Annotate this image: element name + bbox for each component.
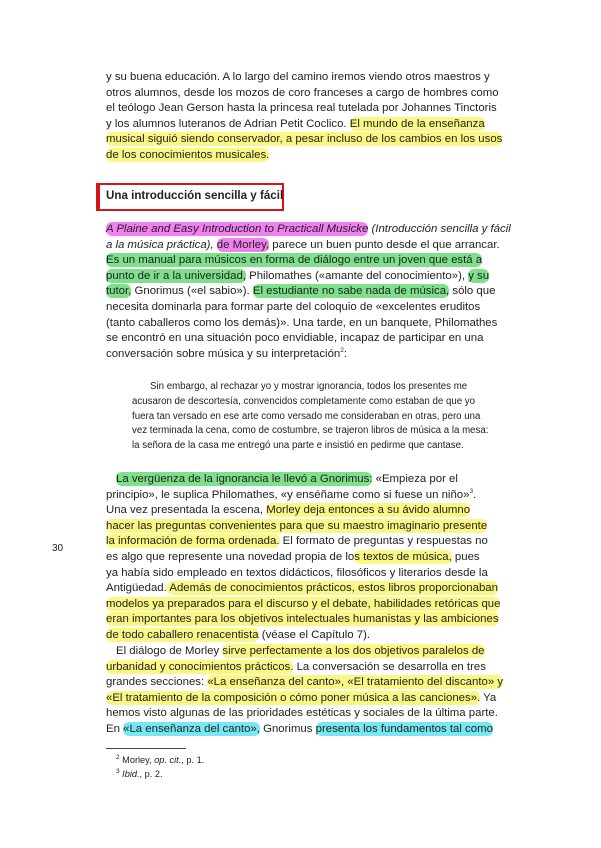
highlight-yellow: urbanidad y conocimientos prácticos. [106, 660, 294, 673]
footnotes [116, 753, 204, 781]
text-line: la información de forma ordenada. El formato de preguntas y respuestas no [106, 535, 488, 548]
paragraph-1 [106, 222, 536, 362]
highlight-yellow: de todo caballero renacentista [106, 628, 259, 641]
text-line: y los alumnos luteranos de Adrian Petit Coclico. El mundo de la enseñanza [106, 117, 485, 130]
highlight-yellow: musical siguió siendo conservador, a pesar incluso de los cambios en los usos [106, 133, 503, 146]
highlight-green: La vergüenza de la ignorancia le llevó a Gnorimus: [116, 473, 373, 485]
highlight-green: Es un manual para músicos en forma de diálogo entre un joven que está a [106, 254, 483, 267]
paragraph-2 [106, 472, 536, 644]
text-line: A Plaine and Easy Introduction to Practicall Musicke (Introducción sencilla y fácil [106, 223, 511, 235]
text-line [106, 612, 536, 628]
text-line: tutor, Gnorimus («el sabio»). El estudiante no sabe nada de música, sólo que [106, 285, 496, 298]
text-line: El diálogo de Morley sirve perfectamente a los dos objetivos paralelos de [116, 645, 485, 657]
text-line: es algo que represente una novedad propia de los textos de música, pues [106, 550, 480, 563]
highlight-yellow: eran importantes para los objetivos intelectuales humanistas y las ambiciones [106, 613, 499, 626]
highlight-yellow: s textos de música, [354, 550, 452, 563]
quote-line: la señora de la casa me entregó una parte e insistió en pedirme que cantase. [132, 440, 464, 452]
text-line [106, 253, 536, 269]
highlight-yellow: El mundo de la enseñanza [349, 117, 485, 130]
highlight-green: punto de ir a la universidad, [106, 269, 246, 282]
text-line: otros alumnos, desde los mozos de coro franceses a cargo de hombres como [106, 86, 499, 99]
highlight-yellow: hacer las preguntas convenientes para que su maestro imaginario presente [106, 519, 488, 532]
highlight-yellow: Además de conocimientos prácticos, estos libros proporcionaban [166, 582, 498, 595]
text-line: principio», le suplica Philomathes, «y enséñame como si fuese un niño»$^3$. [106, 487, 477, 501]
text-line: se encontró en una situación poco envidiable, incapaz de participar en una [106, 332, 484, 345]
quote-line: fuera tan versado en ese arte como versado me consideraban en otras, pero una [132, 410, 481, 422]
text-line: ya había sido empleado en textos didácticos, filosóficos y literarios desde la [106, 566, 488, 579]
footnote-ref: 2 [340, 346, 344, 354]
text-line: Antigüedad. Además de conocimientos prácticos, estos libros proporcionaban [106, 582, 498, 595]
highlight-yellow: «El tratamiento de la composición o cómo poner música a las canciones». [106, 691, 481, 704]
intro-paragraph [106, 70, 536, 164]
quote-line: Sin embargo, al rechazar yo y mostrar ignorancia, todos los presentes me [150, 381, 468, 392]
highlight-pink: A Plaine and Easy Introduction to Practicall Musicke [106, 223, 369, 235]
text-line: necesita dominarla para formar parte del coloquio de «excelentes eruditos [106, 300, 481, 313]
highlight-green: y su [468, 269, 490, 282]
section-heading: Una introducción sencilla y fácil [106, 189, 284, 202]
paragraph-3 [106, 644, 536, 738]
text-line: En «La enseñanza del canto», Gnorimus presenta los fundamentos tal como [106, 722, 493, 735]
highlight-cyan: «La enseñanza del canto», [123, 722, 260, 735]
text-line: «El tratamiento de la composición o cómo poner música a las canciones». Ya [106, 691, 497, 704]
footnote-ref: 3 [469, 487, 474, 495]
text-line: (tanto caballeros como los demás)». Una tarde, en un banquete, Philomathes [106, 316, 498, 329]
text-line [106, 148, 536, 164]
highlight-green: tutor, [106, 285, 132, 298]
text-line [106, 519, 536, 535]
footnote: $^2$ Morley, op. cit., p. 1. [116, 753, 205, 765]
quote-line: vez terminada la cena, como de costumbre, se trajeron libros de música a la mesa: [132, 425, 489, 437]
text-line [106, 597, 536, 613]
highlight-yellow: sirve perfectamente a los dos objetivos paralelos de [222, 645, 485, 657]
highlight-pink: de Morley, [216, 238, 270, 251]
highlight-yellow: Morley deja entonces a su ávido alumno [266, 504, 471, 517]
text-line: hemos visto algunas de las prioridades estéticas y sociales de la última parte. [106, 707, 498, 720]
text-line [106, 132, 536, 148]
quote-line: acusaron de descortesía, convencidos completamente como estaban de que yo [132, 395, 476, 407]
text-line: de todo caballero renacentista (véase el Capítulo 7). [106, 628, 371, 641]
page-number: 30 [52, 543, 64, 554]
text-line: grandes secciones: «La enseñanza del canto», «El tratamiento del discanto» y [106, 676, 504, 689]
highlight-yellow: la información de forma ordenada. [106, 535, 280, 548]
footnote: $^3$ Ibid., p. 2. [116, 767, 163, 779]
text-line: La vergüenza de la ignorancia le llevó a Gnorimus: «Empieza por el [116, 473, 458, 485]
highlight-cyan: presenta los fundamentos tal como [315, 722, 493, 735]
text-line: Una vez presentada la escena, Morley deja entonces a su ávido alumno [106, 504, 471, 517]
footnote-divider [106, 748, 186, 749]
text-line: conversación sobre música y su interpretación$^2$: [106, 346, 348, 360]
text-line: y su buena educación. A lo largo del camino iremos viendo otros maestros y [106, 71, 490, 83]
highlight-green: El estudiante no sabe nada de música, [252, 285, 450, 298]
text-line: punto de ir a la universidad, Philomathes («amante del conocimiento»), y su [106, 269, 490, 282]
text-line: el teólogo Jean Gerson hasta la princesa real tutelada por Johannes Tinctoris [106, 102, 497, 115]
highlight-yellow: de los conocimientos musicales. [106, 148, 270, 161]
block-quote [132, 380, 530, 454]
highlight-yellow: modelos ya preparados para el discurso y el debate, habilidades retóricas que [106, 597, 501, 610]
text-line: a la música práctica), de Morley, parece un buen punto desde el que arrancar. [106, 238, 500, 251]
text-line: urbanidad y conocimientos prácticos. La conversación se desarrolla en tres [106, 660, 486, 673]
highlight-yellow: «La enseñanza del canto», «El tratamiento del discanto» y [207, 676, 504, 689]
